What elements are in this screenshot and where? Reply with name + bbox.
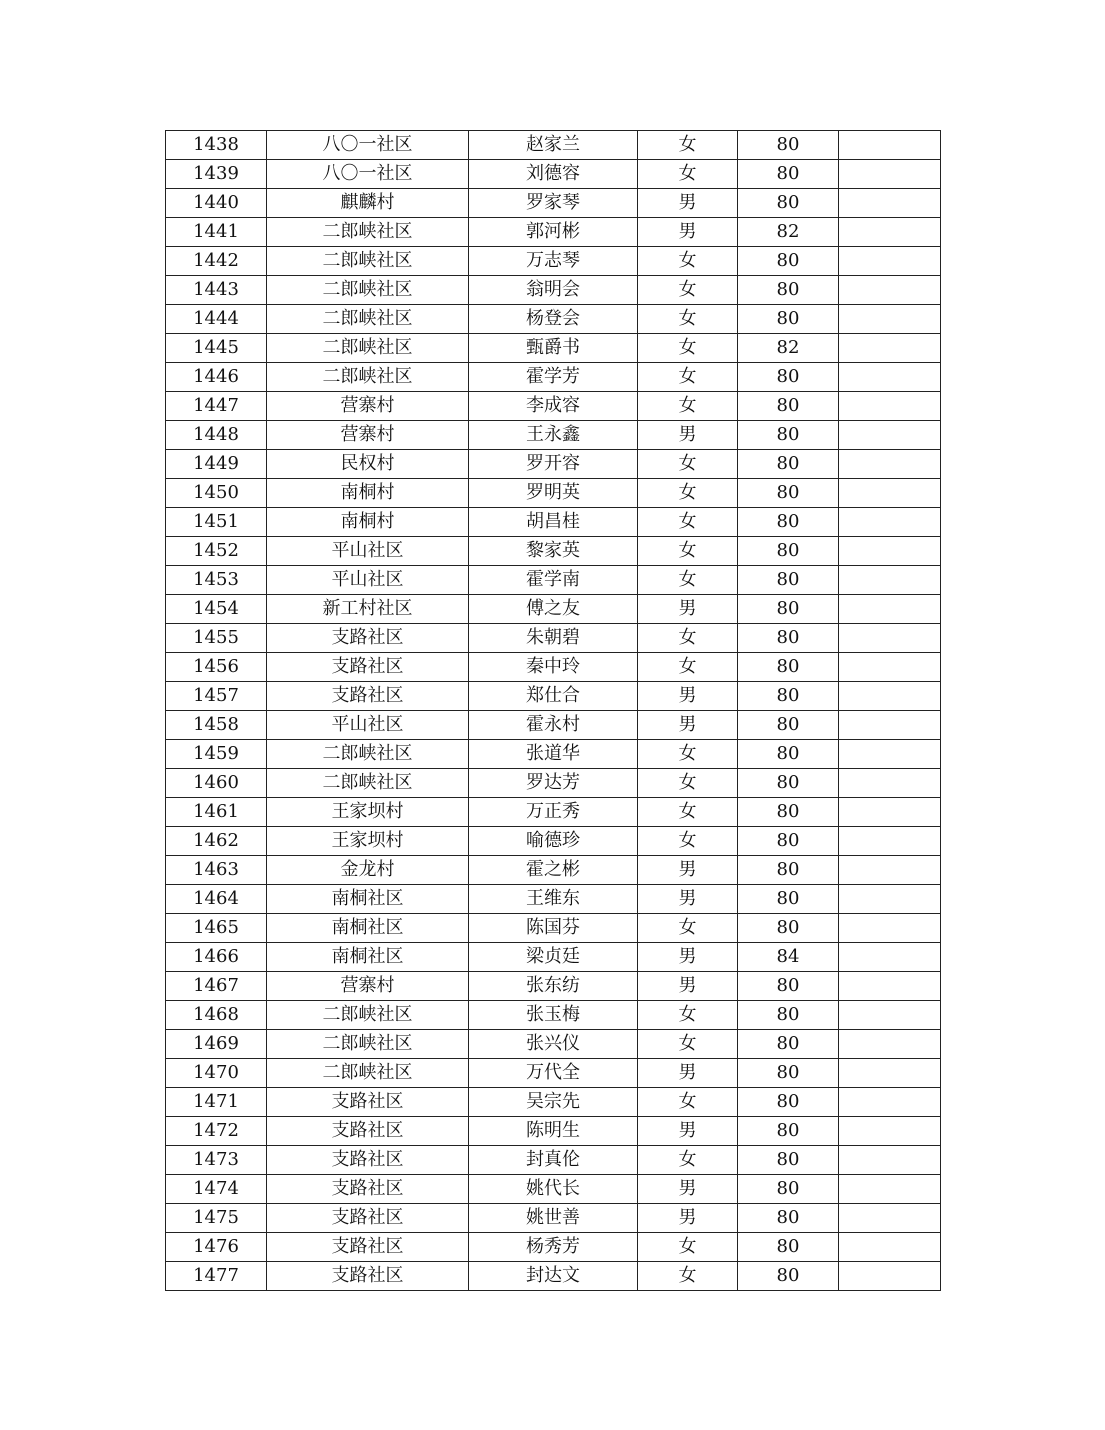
remark-cell <box>839 1204 941 1233</box>
community-cell: 二郎峡社区 <box>267 1059 469 1088</box>
gender-cell: 女 <box>638 1001 738 1030</box>
row-number-cell: 1466 <box>166 943 267 972</box>
remark-cell <box>839 740 941 769</box>
community-cell: 二郎峡社区 <box>267 305 469 334</box>
gender-cell: 女 <box>638 1088 738 1117</box>
table-row <box>166 479 941 508</box>
name-cell: 张玉梅 <box>469 1001 638 1030</box>
age-cell: 82 <box>738 218 839 247</box>
gender-cell: 男 <box>638 885 738 914</box>
gender-cell: 女 <box>638 392 738 421</box>
community-cell: 营寨村 <box>267 421 469 450</box>
age-cell: 80 <box>738 479 839 508</box>
gender-cell: 男 <box>638 189 738 218</box>
table-row <box>166 218 941 247</box>
table-row <box>166 305 941 334</box>
name-cell: 王永鑫 <box>469 421 638 450</box>
row-number-cell: 1453 <box>166 566 267 595</box>
age-cell: 80 <box>738 1204 839 1233</box>
name-cell: 罗开容 <box>469 450 638 479</box>
remark-cell <box>839 711 941 740</box>
roster-body <box>166 131 941 1291</box>
table-row <box>166 1175 941 1204</box>
remark-cell <box>839 1262 941 1291</box>
gender-cell: 男 <box>638 711 738 740</box>
community-cell: 二郎峡社区 <box>267 334 469 363</box>
name-cell: 李成容 <box>469 392 638 421</box>
age-cell: 80 <box>738 769 839 798</box>
age-cell: 80 <box>738 537 839 566</box>
row-number-cell: 1442 <box>166 247 267 276</box>
row-number-cell: 1458 <box>166 711 267 740</box>
row-number-cell: 1451 <box>166 508 267 537</box>
table-row <box>166 276 941 305</box>
age-cell: 80 <box>738 508 839 537</box>
community-cell: 支路社区 <box>267 624 469 653</box>
community-cell: 支路社区 <box>267 1088 469 1117</box>
remark-cell <box>839 856 941 885</box>
row-number-cell: 1463 <box>166 856 267 885</box>
table-row <box>166 1233 941 1262</box>
gender-cell: 女 <box>638 450 738 479</box>
gender-cell: 女 <box>638 740 738 769</box>
remark-cell <box>839 160 941 189</box>
table-row <box>166 624 941 653</box>
table-row <box>166 972 941 1001</box>
table-row <box>166 537 941 566</box>
row-number-cell: 1446 <box>166 363 267 392</box>
age-cell: 80 <box>738 305 839 334</box>
age-cell: 82 <box>738 334 839 363</box>
remark-cell <box>839 653 941 682</box>
remark-cell <box>839 218 941 247</box>
row-number-cell: 1456 <box>166 653 267 682</box>
gender-cell: 女 <box>638 160 738 189</box>
remark-cell <box>839 392 941 421</box>
name-cell: 黎家英 <box>469 537 638 566</box>
community-cell: 南桐村 <box>267 508 469 537</box>
gender-cell: 男 <box>638 1117 738 1146</box>
age-cell: 80 <box>738 1262 839 1291</box>
remark-cell <box>839 247 941 276</box>
table-row <box>166 1204 941 1233</box>
remark-cell <box>839 305 941 334</box>
table-row <box>166 711 941 740</box>
age-cell: 80 <box>738 1117 839 1146</box>
remark-cell <box>839 1175 941 1204</box>
age-cell: 80 <box>738 856 839 885</box>
age-cell: 80 <box>738 247 839 276</box>
name-cell: 罗明英 <box>469 479 638 508</box>
name-cell: 万代全 <box>469 1059 638 1088</box>
table-row <box>166 1001 941 1030</box>
row-number-cell: 1465 <box>166 914 267 943</box>
age-cell: 80 <box>738 1233 839 1262</box>
remark-cell <box>839 450 941 479</box>
gender-cell: 男 <box>638 856 738 885</box>
table-row <box>166 247 941 276</box>
gender-cell: 女 <box>638 1146 738 1175</box>
gender-cell: 女 <box>638 914 738 943</box>
age-cell: 80 <box>738 276 839 305</box>
age-cell: 80 <box>738 131 839 160</box>
remark-cell <box>839 1117 941 1146</box>
community-cell: 麒麟村 <box>267 189 469 218</box>
remark-cell <box>839 827 941 856</box>
gender-cell: 女 <box>638 1233 738 1262</box>
table-row <box>166 1146 941 1175</box>
row-number-cell: 1461 <box>166 798 267 827</box>
row-number-cell: 1475 <box>166 1204 267 1233</box>
row-number-cell: 1450 <box>166 479 267 508</box>
age-cell: 80 <box>738 885 839 914</box>
gender-cell: 男 <box>638 682 738 711</box>
name-cell: 万正秀 <box>469 798 638 827</box>
row-number-cell: 1449 <box>166 450 267 479</box>
community-cell: 南桐社区 <box>267 914 469 943</box>
row-number-cell: 1452 <box>166 537 267 566</box>
age-cell: 80 <box>738 1146 839 1175</box>
table-row <box>166 363 941 392</box>
gender-cell: 女 <box>638 334 738 363</box>
gender-cell: 女 <box>638 247 738 276</box>
age-cell: 80 <box>738 798 839 827</box>
remark-cell <box>839 537 941 566</box>
community-cell: 营寨村 <box>267 972 469 1001</box>
row-number-cell: 1467 <box>166 972 267 1001</box>
community-cell: 八〇一社区 <box>267 131 469 160</box>
community-cell: 王家坝村 <box>267 798 469 827</box>
community-cell: 民权村 <box>267 450 469 479</box>
table-row <box>166 1117 941 1146</box>
remark-cell <box>839 334 941 363</box>
name-cell: 封达文 <box>469 1262 638 1291</box>
community-cell: 支路社区 <box>267 682 469 711</box>
table-row <box>166 856 941 885</box>
table-row <box>166 508 941 537</box>
table-row <box>166 334 941 363</box>
community-cell: 二郎峡社区 <box>267 740 469 769</box>
table-row <box>166 798 941 827</box>
name-cell: 罗家琴 <box>469 189 638 218</box>
remark-cell <box>839 1030 941 1059</box>
row-number-cell: 1473 <box>166 1146 267 1175</box>
row-number-cell: 1441 <box>166 218 267 247</box>
age-cell: 80 <box>738 827 839 856</box>
table-row <box>166 421 941 450</box>
table-row <box>166 1262 941 1291</box>
gender-cell: 男 <box>638 972 738 1001</box>
name-cell: 霍永村 <box>469 711 638 740</box>
community-cell: 平山社区 <box>267 711 469 740</box>
row-number-cell: 1444 <box>166 305 267 334</box>
remark-cell <box>839 1001 941 1030</box>
name-cell: 陈明生 <box>469 1117 638 1146</box>
age-cell: 80 <box>738 914 839 943</box>
gender-cell: 女 <box>638 305 738 334</box>
remark-cell <box>839 276 941 305</box>
gender-cell: 女 <box>638 508 738 537</box>
table-row <box>166 1088 941 1117</box>
table-row <box>166 769 941 798</box>
gender-cell: 女 <box>638 479 738 508</box>
remark-cell <box>839 943 941 972</box>
remark-cell <box>839 131 941 160</box>
age-cell: 80 <box>738 972 839 1001</box>
community-cell: 南桐社区 <box>267 885 469 914</box>
age-cell: 80 <box>738 189 839 218</box>
table-row <box>166 827 941 856</box>
name-cell: 杨登会 <box>469 305 638 334</box>
community-cell: 支路社区 <box>267 1233 469 1262</box>
remark-cell <box>839 1059 941 1088</box>
row-number-cell: 1438 <box>166 131 267 160</box>
age-cell: 80 <box>738 392 839 421</box>
gender-cell: 女 <box>638 566 738 595</box>
name-cell: 杨秀芳 <box>469 1233 638 1262</box>
row-number-cell: 1440 <box>166 189 267 218</box>
gender-cell: 女 <box>638 769 738 798</box>
table-row <box>166 392 941 421</box>
roster-table <box>165 130 941 1291</box>
name-cell: 张道华 <box>469 740 638 769</box>
name-cell: 吴宗先 <box>469 1088 638 1117</box>
gender-cell: 男 <box>638 1175 738 1204</box>
gender-cell: 女 <box>638 653 738 682</box>
gender-cell: 女 <box>638 624 738 653</box>
gender-cell: 男 <box>638 595 738 624</box>
remark-cell <box>839 682 941 711</box>
name-cell: 郑仕合 <box>469 682 638 711</box>
community-cell: 营寨村 <box>267 392 469 421</box>
row-number-cell: 1474 <box>166 1175 267 1204</box>
row-number-cell: 1469 <box>166 1030 267 1059</box>
name-cell: 霍学南 <box>469 566 638 595</box>
age-cell: 80 <box>738 450 839 479</box>
name-cell: 张兴仪 <box>469 1030 638 1059</box>
row-number-cell: 1462 <box>166 827 267 856</box>
row-number-cell: 1454 <box>166 595 267 624</box>
table-row <box>166 653 941 682</box>
age-cell: 80 <box>738 566 839 595</box>
row-number-cell: 1470 <box>166 1059 267 1088</box>
name-cell: 王维东 <box>469 885 638 914</box>
gender-cell: 男 <box>638 943 738 972</box>
community-cell: 平山社区 <box>267 566 469 595</box>
name-cell: 张东纺 <box>469 972 638 1001</box>
table-row <box>166 1059 941 1088</box>
age-cell: 80 <box>738 1030 839 1059</box>
gender-cell: 男 <box>638 218 738 247</box>
gender-cell: 女 <box>638 363 738 392</box>
name-cell: 封真伦 <box>469 1146 638 1175</box>
community-cell: 二郎峡社区 <box>267 1001 469 1030</box>
community-cell: 支路社区 <box>267 653 469 682</box>
community-cell: 南桐村 <box>267 479 469 508</box>
community-cell: 支路社区 <box>267 1204 469 1233</box>
age-cell: 80 <box>738 421 839 450</box>
table-row <box>166 914 941 943</box>
name-cell: 陈国芬 <box>469 914 638 943</box>
row-number-cell: 1447 <box>166 392 267 421</box>
gender-cell: 女 <box>638 1262 738 1291</box>
community-cell: 新工村社区 <box>267 595 469 624</box>
name-cell: 傅之友 <box>469 595 638 624</box>
name-cell: 姚代长 <box>469 1175 638 1204</box>
remark-cell <box>839 798 941 827</box>
age-cell: 84 <box>738 943 839 972</box>
row-number-cell: 1477 <box>166 1262 267 1291</box>
name-cell: 喻德珍 <box>469 827 638 856</box>
row-number-cell: 1472 <box>166 1117 267 1146</box>
table-row <box>166 1030 941 1059</box>
age-cell: 80 <box>738 740 839 769</box>
remark-cell <box>839 421 941 450</box>
remark-cell <box>839 1146 941 1175</box>
row-number-cell: 1443 <box>166 276 267 305</box>
table-row <box>166 885 941 914</box>
community-cell: 八〇一社区 <box>267 160 469 189</box>
age-cell: 80 <box>738 711 839 740</box>
community-cell: 支路社区 <box>267 1262 469 1291</box>
table-row <box>166 450 941 479</box>
name-cell: 胡昌桂 <box>469 508 638 537</box>
remark-cell <box>839 914 941 943</box>
table-row <box>166 566 941 595</box>
community-cell: 南桐社区 <box>267 943 469 972</box>
row-number-cell: 1476 <box>166 1233 267 1262</box>
name-cell: 朱朝碧 <box>469 624 638 653</box>
age-cell: 80 <box>738 595 839 624</box>
remark-cell <box>839 595 941 624</box>
community-cell: 支路社区 <box>267 1175 469 1204</box>
community-cell: 金龙村 <box>267 856 469 885</box>
gender-cell: 男 <box>638 1059 738 1088</box>
community-cell: 二郎峡社区 <box>267 247 469 276</box>
age-cell: 80 <box>738 1001 839 1030</box>
age-cell: 80 <box>738 363 839 392</box>
row-number-cell: 1460 <box>166 769 267 798</box>
remark-cell <box>839 479 941 508</box>
name-cell: 刘德容 <box>469 160 638 189</box>
name-cell: 甄爵书 <box>469 334 638 363</box>
age-cell: 80 <box>738 653 839 682</box>
remark-cell <box>839 885 941 914</box>
gender-cell: 女 <box>638 827 738 856</box>
name-cell: 霍之彬 <box>469 856 638 885</box>
gender-cell: 女 <box>638 276 738 305</box>
age-cell: 80 <box>738 624 839 653</box>
remark-cell <box>839 363 941 392</box>
remark-cell <box>839 508 941 537</box>
remark-cell <box>839 1233 941 1262</box>
name-cell: 万志琴 <box>469 247 638 276</box>
gender-cell: 女 <box>638 131 738 160</box>
remark-cell <box>839 566 941 595</box>
remark-cell <box>839 769 941 798</box>
name-cell: 郭河彬 <box>469 218 638 247</box>
community-cell: 二郎峡社区 <box>267 276 469 305</box>
row-number-cell: 1459 <box>166 740 267 769</box>
community-cell: 平山社区 <box>267 537 469 566</box>
table-row <box>166 160 941 189</box>
gender-cell: 男 <box>638 1204 738 1233</box>
gender-cell: 女 <box>638 1030 738 1059</box>
remark-cell <box>839 1088 941 1117</box>
name-cell: 霍学芳 <box>469 363 638 392</box>
row-number-cell: 1455 <box>166 624 267 653</box>
table-row <box>166 189 941 218</box>
community-cell: 二郎峡社区 <box>267 218 469 247</box>
table-row <box>166 682 941 711</box>
age-cell: 80 <box>738 1175 839 1204</box>
table-row <box>166 595 941 624</box>
gender-cell: 女 <box>638 798 738 827</box>
name-cell: 罗达芳 <box>469 769 638 798</box>
name-cell: 秦中玲 <box>469 653 638 682</box>
name-cell: 姚世善 <box>469 1204 638 1233</box>
row-number-cell: 1445 <box>166 334 267 363</box>
row-number-cell: 1468 <box>166 1001 267 1030</box>
remark-cell <box>839 972 941 1001</box>
table-row <box>166 131 941 160</box>
community-cell: 二郎峡社区 <box>267 363 469 392</box>
remark-cell <box>839 624 941 653</box>
name-cell: 梁贞廷 <box>469 943 638 972</box>
gender-cell: 男 <box>638 421 738 450</box>
row-number-cell: 1448 <box>166 421 267 450</box>
community-cell: 王家坝村 <box>267 827 469 856</box>
table-row <box>166 740 941 769</box>
community-cell: 二郎峡社区 <box>267 769 469 798</box>
table-row <box>166 943 941 972</box>
age-cell: 80 <box>738 682 839 711</box>
row-number-cell: 1471 <box>166 1088 267 1117</box>
name-cell: 赵家兰 <box>469 131 638 160</box>
age-cell: 80 <box>738 1059 839 1088</box>
community-cell: 二郎峡社区 <box>267 1030 469 1059</box>
name-cell: 翁明会 <box>469 276 638 305</box>
gender-cell: 女 <box>638 537 738 566</box>
community-cell: 支路社区 <box>267 1146 469 1175</box>
remark-cell <box>839 189 941 218</box>
row-number-cell: 1457 <box>166 682 267 711</box>
row-number-cell: 1464 <box>166 885 267 914</box>
community-cell: 支路社区 <box>267 1117 469 1146</box>
age-cell: 80 <box>738 1088 839 1117</box>
row-number-cell: 1439 <box>166 160 267 189</box>
age-cell: 80 <box>738 160 839 189</box>
